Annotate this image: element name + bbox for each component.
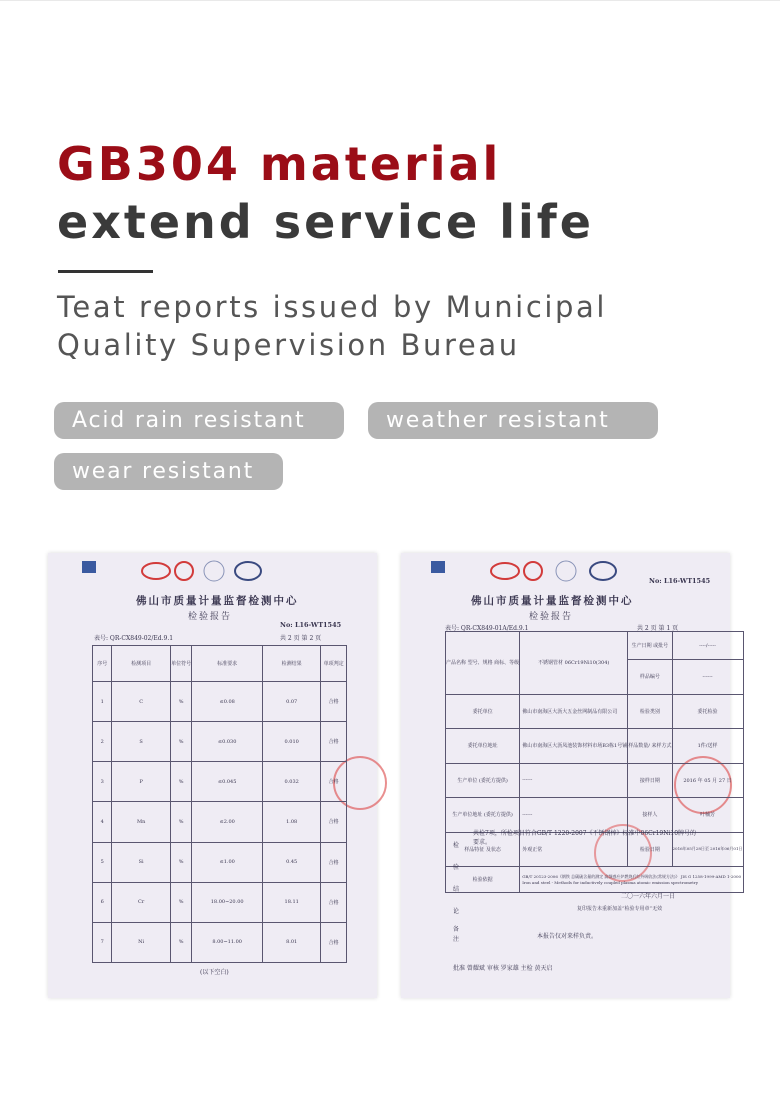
remark-label: 备注 xyxy=(453,926,460,943)
cell: 0.45 xyxy=(263,842,321,882)
cell: ≤0.030 xyxy=(192,722,263,762)
cell: ≤2.00 xyxy=(192,802,263,842)
tag-weather-resistant: weather resistant xyxy=(368,402,658,439)
issue-date: 二〇一六年六月一日 xyxy=(621,893,676,900)
info-table xyxy=(445,631,744,893)
table-row xyxy=(93,922,347,962)
cell: 委托单位 xyxy=(446,694,520,729)
test-report-page-1 xyxy=(401,553,743,998)
cell: 生产日期 或批号 xyxy=(628,632,672,660)
cell: 2016 年 05 月 27 日 xyxy=(672,763,743,798)
cell: 委托单位地址 xyxy=(446,729,520,764)
cell: % xyxy=(170,922,192,962)
cell: 8.01 xyxy=(263,922,321,962)
table-row xyxy=(446,632,744,660)
cell: 2016年05月28日至 2016年06月01日 xyxy=(672,832,743,867)
cell: Cr xyxy=(112,882,170,922)
cma-logo-icon xyxy=(142,563,170,579)
tag-wear-resistant: wear resistant xyxy=(54,453,283,490)
table-row xyxy=(446,798,744,833)
cell: 佛山市南海区大沥大五金丝网制品有限公司 xyxy=(520,694,628,729)
cal-logo-icon xyxy=(175,562,193,580)
cell: 18.11 xyxy=(263,882,321,922)
tag-acid-rain-resistant: Acid rain resistant xyxy=(54,402,344,439)
table-row xyxy=(446,729,744,764)
signatures: 批准 曾耀斌 审核 罗家雄 主检 黄天启 xyxy=(453,965,553,972)
table-row xyxy=(93,682,347,722)
issue-note: 复印报告未重新加盖“检验专用章”无效 xyxy=(577,906,663,912)
title-underline xyxy=(58,270,153,273)
cell: ------ xyxy=(520,798,628,833)
composition-table xyxy=(92,645,347,963)
cell: 1件/送样 xyxy=(672,729,743,764)
header-item: 检测项目 xyxy=(112,646,170,682)
cnas-logo-icon xyxy=(590,562,616,580)
cell: 18.00~20.00 xyxy=(192,882,263,922)
headline-line2: extend service life xyxy=(57,195,594,249)
cell: 合格 xyxy=(321,842,347,882)
header-verdict: 单项判定 xyxy=(321,646,347,682)
cell: 0.07 xyxy=(263,682,321,722)
cell: ≤1.00 xyxy=(192,842,263,882)
header-standard: 标准要求 xyxy=(192,646,263,682)
test-report-page-2 xyxy=(48,553,377,998)
report-2-subtitle: 检验报告 xyxy=(529,612,574,622)
cell: % xyxy=(170,722,192,762)
cell: 叶楠芳 xyxy=(672,798,743,833)
table-row xyxy=(93,842,347,882)
ilac-logo-icon xyxy=(204,561,224,581)
cell: 6 xyxy=(93,882,112,922)
cell: C xyxy=(112,682,170,722)
remark-text: 本报告仅对来样负责。 xyxy=(537,933,598,940)
cell: ------ xyxy=(520,763,628,798)
cell: 5 xyxy=(93,842,112,882)
report-1-subtitle: 检验报告 xyxy=(188,612,233,622)
cell: 1.08 xyxy=(263,802,321,842)
cell: 检验类别 xyxy=(628,694,672,729)
ilac-logo-icon xyxy=(556,561,576,581)
cell: % xyxy=(170,682,192,722)
cell: 不锈钢管材 06Cr19Ni10(304) xyxy=(520,632,628,695)
report-1-page: 共 2 页 第 2 页 xyxy=(280,635,322,642)
cell: GB/T 20123-2006《钢铁 总碳硫含量的测定 高频感应炉燃烧后红外吸收法(常规方法)》 JIS G 1258-1999-AMD 1-2000 Iron and steel - Methods for inductively coupled plasma atomic emission spectrometry xyxy=(520,867,743,893)
header-seq: 序号 xyxy=(93,646,112,682)
cell: 佛山市南海区大沥凤池装饰材料市场B3栋1号铺 xyxy=(520,729,628,764)
cell: S xyxy=(112,722,170,762)
cell: 4 xyxy=(93,802,112,842)
cell: 1 xyxy=(93,682,112,722)
cell: 合格 xyxy=(321,922,347,962)
cell: 2 xyxy=(93,722,112,762)
report-2-title: 佛山市质量计量监督检测中心 xyxy=(471,595,634,607)
cell: 外观正常 xyxy=(520,832,628,867)
cell: 0.032 xyxy=(263,762,321,802)
fqm-logo-icon xyxy=(82,561,96,573)
top-divider xyxy=(0,0,780,1)
cell: % xyxy=(170,802,192,842)
header-result: 检测结果 xyxy=(263,646,321,682)
cnas-logo-icon xyxy=(235,562,261,580)
cell: 0.010 xyxy=(263,722,321,762)
cell: ≤0.08 xyxy=(192,682,263,722)
table-header-row xyxy=(93,646,347,682)
cell: 样品编号 xyxy=(628,660,672,695)
headline-line1: GB304 material xyxy=(57,137,502,191)
cell: 8.00~11.00 xyxy=(192,922,263,962)
cell: 生产单位 (委托方提供) xyxy=(446,763,520,798)
cell: Si xyxy=(112,842,170,882)
cell: ----/----- xyxy=(672,632,743,660)
subtitle-line2: Quality Supervision Bureau xyxy=(57,328,520,362)
cell: 生产单位地址 (委托方提供) xyxy=(446,798,520,833)
report-2-form-number: 表号: QR-CX849-01A/Ed.9.1 xyxy=(445,625,529,632)
report-1-footer: (以下空白) xyxy=(200,969,229,976)
cell: 3 xyxy=(93,762,112,802)
cell: ------ xyxy=(672,660,743,695)
header-unit: 单位符号 xyxy=(170,646,192,682)
table-row xyxy=(446,763,744,798)
cell: 检验依据 xyxy=(446,867,520,893)
report-2-page: 共 2 页 第 1 页 xyxy=(637,625,679,632)
report-1-number: No: L16-WT1545 xyxy=(280,621,342,629)
cal-logo-icon xyxy=(524,562,542,580)
cell: 7 xyxy=(93,922,112,962)
table-row xyxy=(93,722,347,762)
report-2-number: No: L16-WT1545 xyxy=(649,577,711,585)
cell: 合格 xyxy=(321,682,347,722)
cell: P xyxy=(112,762,170,802)
cell: 样品特征 及状态 xyxy=(446,832,520,867)
cell: % xyxy=(170,842,192,882)
conclusion-label: 检验结论 xyxy=(453,842,460,915)
cell: % xyxy=(170,882,192,922)
table-row xyxy=(446,867,744,893)
cell: 合格 xyxy=(321,882,347,922)
cell: 检验日期 xyxy=(628,832,672,867)
report-1-form-number: 表号: QR-CX849-02/Ed.9.1 xyxy=(94,635,174,642)
table-row xyxy=(93,882,347,922)
cell: 委托检验 xyxy=(672,694,743,729)
fqm-logo-icon xyxy=(431,561,445,573)
cell: 接样日期 xyxy=(628,763,672,798)
table-row xyxy=(93,762,347,802)
cell: 合格 xyxy=(321,802,347,842)
cell: Mn xyxy=(112,802,170,842)
cell: % xyxy=(170,762,192,802)
cell: 样品数量/ 来样方式 xyxy=(628,729,672,764)
table-row xyxy=(446,694,744,729)
subtitle-line1: Teat reports issued by Municipal xyxy=(57,290,608,324)
cma-logo-icon xyxy=(491,563,519,579)
report-1-title: 佛山市质量计量监督检测中心 xyxy=(136,595,299,607)
conclusion-text: 共检7项，所检项目符合GB/T 1220-2007《不锈钢棒》标准中06Cr19Ni10牌号的要求。 xyxy=(473,830,697,846)
cell: Ni xyxy=(112,922,170,962)
cell: 合格 xyxy=(321,722,347,762)
cell: ≤0.045 xyxy=(192,762,263,802)
cell: 产品名称 型号、规格 商标、等级 xyxy=(446,632,520,695)
cell: 合格 xyxy=(321,762,347,802)
cell: 接样人 xyxy=(628,798,672,833)
table-row xyxy=(93,802,347,842)
